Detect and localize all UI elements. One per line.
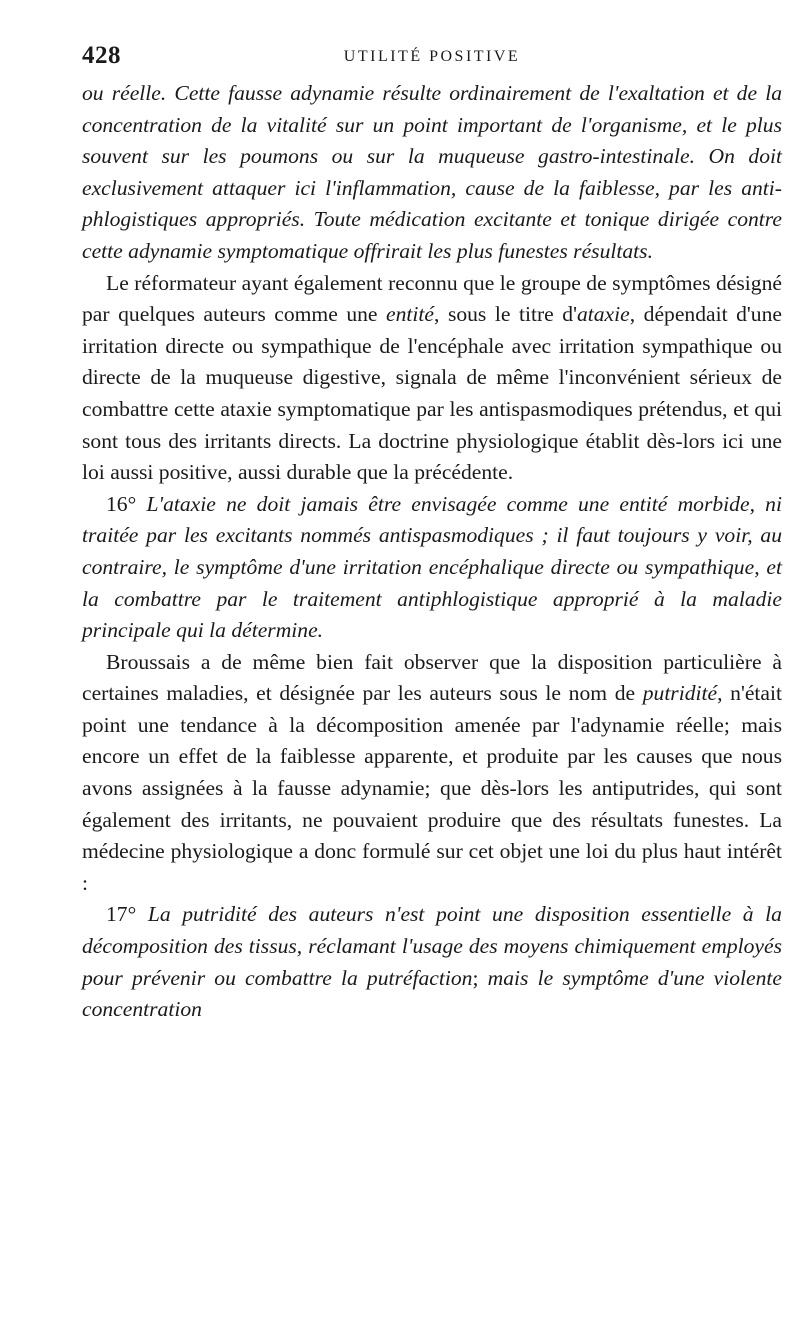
paragraph-p2 [82,268,782,489]
page-number: 428 [82,42,121,69]
text-run: Broussais a de même bien fait observer que la disposition particulière à certaines maladies, et désignée par les auteurs sous le nom de [82,649,782,706]
text-run: Le réformateur ayant également reconnu que le groupe de symptômes désigné par quelques auteurs comme une [82,270,782,327]
italic-text: mais le symptôme d'une violente concentration [82,965,782,1022]
running-title: UTILITÉ POSITIVE [343,48,521,65]
body-text [82,78,782,1026]
text-run: , n'était point une tendance à la décomposition amenée par l'adynamie réelle; mais encore un effet de la faiblesse apparente, et produite par les causes que nous avons assignées à la fausse adynamie; que dès-lors les antiputrides, qui sont également des irritants, ne pouvaient produire que des résultats funestes. La médecine physiologique a donc formulé sur cet objet une loi du plus haut intérêt : [82,681,783,895]
text-run: 17° [106,902,148,927]
text-run: , sous le titre d' [434,302,577,327]
italic-text: ou réelle. Cette fausse adynamie résulte ordinairement de l'exaltation et de la concentration de la vitalité sur un point important de l'organisme, et le plus souvent sur les poumons ou sur la muqueuse gastro-intestinale. On doit exclusivement attaquer ici l'inflammation, cause de la faiblesse, par les anti-phlogistiques appropriés. Toute médication excitante et tonique dirigée contre cette adynamie symptomatique offrirait les plus funestes résultats. [82,81,782,263]
italic-text: L'ataxie ne doit jamais être envisagée comme une entité morbide, ni traitée par les excitants nommés antispasmodiques ; il faut toujours y voir, au contraire, le symptôme d'une irritation encéphalique directe ou sympathique, et la combattre par le traitement antiphlogistique approprié à la maladie principale qui la détermine. [82,491,782,643]
italic-text: entité [386,302,435,327]
paragraph-p3 [82,489,782,647]
running-header [82,38,782,78]
text-run: ; [472,965,488,990]
book-page [82,38,782,1026]
italic-text: putridité [642,681,718,706]
italic-text: ataxie [576,302,630,327]
italic-text: La putridité des auteurs n'est point une disposition essentielle à la décomposition des tissus, réclamant l'usage des moyens chimiquement employés pour prévenir ou combattre la putréfaction [82,902,782,990]
text-run: , dépendait d'une irritation directe ou sympathique de l'encéphale avec irritation sympathique ou directe de la muqueuse digestive, signala de même l'inconvénient sérieux de combattre cette ataxie symptomatique par les antispasmodiques prétendus, et qui sont tous des irritants directs. La doctrine physiologique établit dès-lors ici une loi aussi positive, aussi durable que la précédente. [82,302,782,485]
paragraph-p5 [82,899,782,1025]
paragraph-p4 [82,647,782,900]
text-run: 16° [106,491,147,516]
paragraph-p1 [82,78,782,268]
